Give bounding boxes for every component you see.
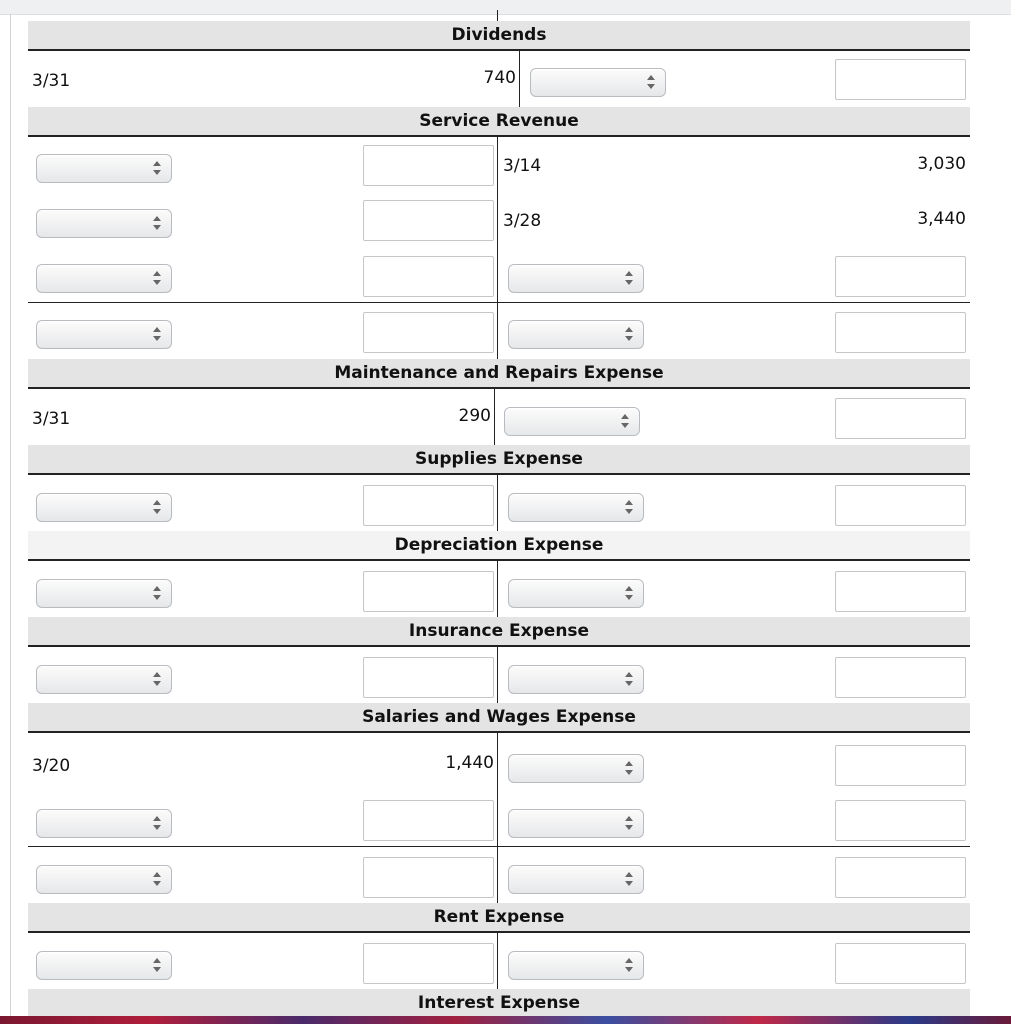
amount-input[interactable] — [363, 657, 494, 698]
desktop-background-strip — [0, 1016, 1011, 1024]
account-header-salaries-wages-expense: Salaries and Wages Expense — [28, 703, 970, 733]
account-select[interactable] — [508, 809, 644, 838]
entry-amount: 290 — [458, 406, 491, 426]
select-arrows-icon — [153, 161, 161, 177]
amount-input[interactable] — [363, 571, 494, 612]
t-account-divider — [497, 561, 498, 617]
amount-input[interactable] — [835, 657, 966, 698]
account-select[interactable] — [508, 579, 644, 608]
account-select[interactable] — [508, 754, 644, 783]
amount-input[interactable] — [835, 745, 966, 786]
amount-input[interactable] — [835, 256, 966, 297]
select-arrows-icon — [153, 872, 161, 888]
amount-input[interactable] — [835, 857, 966, 898]
amount-input[interactable] — [835, 59, 966, 100]
amount-input[interactable] — [835, 571, 966, 612]
account-select[interactable] — [36, 154, 172, 183]
entry-date: 3/31 — [32, 409, 71, 429]
account-header-rent-expense: Rent Expense — [28, 903, 970, 933]
account-header-service-revenue: Service Revenue — [28, 107, 970, 137]
account-select[interactable] — [36, 209, 172, 238]
account-select[interactable] — [508, 665, 644, 694]
account-select[interactable] — [508, 493, 644, 522]
account-select[interactable] — [36, 320, 172, 349]
account-select[interactable] — [36, 579, 172, 608]
select-arrows-icon — [625, 672, 633, 688]
account-select[interactable] — [530, 68, 666, 97]
account-header-interest-expense: Interest Expense — [28, 989, 970, 1019]
t-account-divider — [519, 51, 520, 107]
account-select[interactable] — [508, 865, 644, 894]
select-arrows-icon — [153, 672, 161, 688]
account-select[interactable] — [36, 865, 172, 894]
account-select[interactable] — [508, 320, 644, 349]
amount-input[interactable] — [835, 312, 966, 353]
t-account-divider — [497, 475, 498, 531]
select-arrows-icon — [625, 500, 633, 516]
account-header-maintenance-repairs-expense: Maintenance and Repairs Expense — [28, 359, 970, 389]
account-select[interactable] — [36, 493, 172, 522]
entry-amount: 3,030 — [917, 154, 966, 174]
account-select[interactable] — [36, 809, 172, 838]
amount-input[interactable] — [363, 200, 494, 241]
account-header-insurance-expense: Insurance Expense — [28, 617, 970, 647]
t-account-divider — [497, 137, 498, 359]
entry-date: 3/31 — [32, 71, 71, 91]
t-account-divider — [497, 733, 498, 903]
account-header-dividends: Dividends — [28, 21, 970, 51]
total-separator-line — [28, 302, 970, 303]
entry-date: 3/14 — [503, 156, 542, 176]
total-separator-line — [28, 846, 970, 847]
select-arrows-icon — [153, 216, 161, 232]
account-select[interactable] — [508, 951, 644, 980]
entry-amount: 740 — [483, 68, 516, 88]
select-arrows-icon — [625, 872, 633, 888]
select-arrows-icon — [153, 586, 161, 602]
amount-input[interactable] — [835, 485, 966, 526]
t-account-divider — [494, 389, 495, 445]
select-arrows-icon — [625, 586, 633, 602]
amount-input[interactable] — [363, 312, 494, 353]
account-header-supplies-expense: Supplies Expense — [28, 445, 970, 475]
select-arrows-icon — [625, 958, 633, 974]
entry-date: 3/20 — [32, 756, 71, 776]
select-arrows-icon — [625, 271, 633, 287]
select-arrows-icon — [153, 327, 161, 343]
amount-input[interactable] — [363, 485, 494, 526]
amount-input[interactable] — [835, 943, 966, 984]
select-arrows-icon — [153, 271, 161, 287]
account-header-depreciation-expense: Depreciation Expense — [28, 531, 970, 561]
select-arrows-icon — [153, 500, 161, 516]
amount-input[interactable] — [363, 800, 494, 841]
amount-input[interactable] — [363, 943, 494, 984]
top-toolbar-strip — [0, 0, 1011, 15]
amount-input[interactable] — [363, 857, 494, 898]
amount-input[interactable] — [363, 145, 494, 186]
account-select[interactable] — [508, 264, 644, 293]
t-account-divider — [497, 933, 498, 989]
amount-input[interactable] — [835, 800, 966, 841]
select-arrows-icon — [625, 816, 633, 832]
amount-input[interactable] — [835, 398, 966, 439]
account-select[interactable] — [36, 264, 172, 293]
entry-amount: 1,440 — [445, 753, 494, 773]
amount-input[interactable] — [363, 256, 494, 297]
entry-amount: 3,440 — [917, 209, 966, 229]
select-arrows-icon — [647, 75, 655, 91]
select-arrows-icon — [625, 761, 633, 777]
select-arrows-icon — [621, 414, 629, 430]
t-account-divider — [497, 647, 498, 703]
entry-date: 3/28 — [503, 211, 542, 231]
account-select[interactable] — [36, 665, 172, 694]
account-select[interactable] — [504, 407, 640, 436]
select-arrows-icon — [153, 816, 161, 832]
account-select[interactable] — [36, 951, 172, 980]
select-arrows-icon — [625, 327, 633, 343]
left-border — [10, 14, 11, 1018]
select-arrows-icon — [153, 958, 161, 974]
